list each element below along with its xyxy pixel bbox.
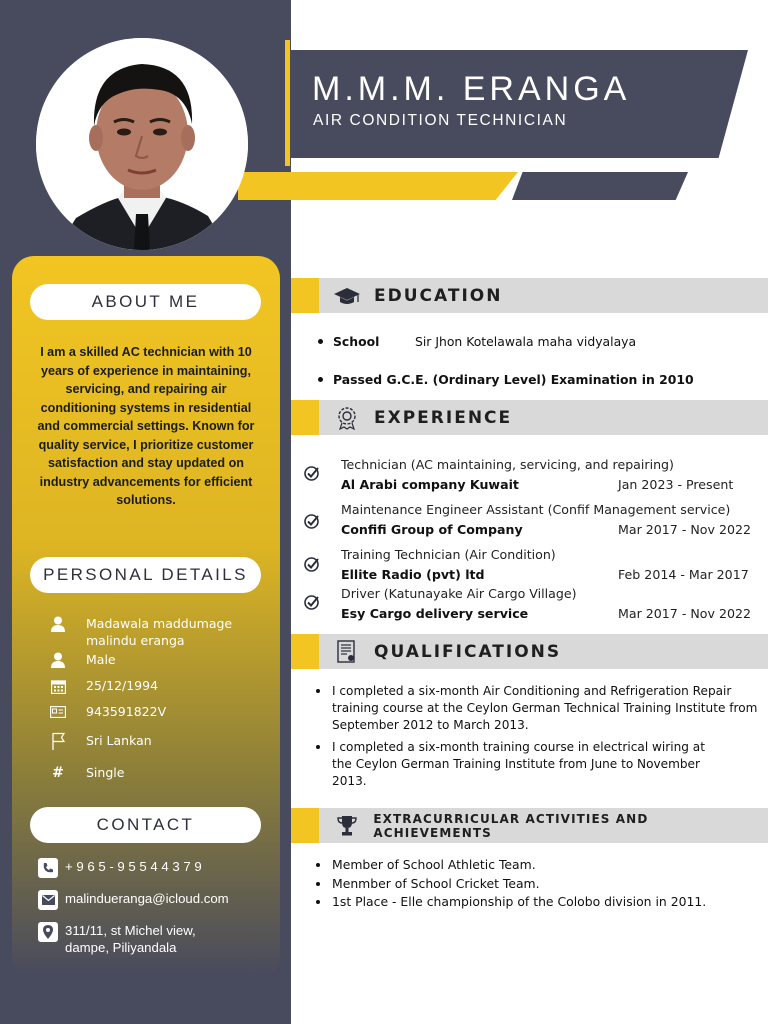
experience-company: Al Arabi company Kuwait (341, 477, 519, 492)
qualification-text: I completed a six-month training course in electrical wiring at the Ceylon German Training Institute from June to November 2013. (332, 740, 705, 788)
check-circle-icon (304, 513, 320, 529)
nationality-value: Sri Lankan (86, 733, 152, 748)
header-dark-bar (512, 172, 688, 200)
bullet (316, 689, 320, 693)
bullet (316, 863, 320, 867)
phone-value[interactable]: + 9 6 5 - 9 5 5 4 4 3 7 9 (65, 859, 202, 874)
experience-title: EXPERIENCE (374, 407, 513, 428)
nic-value: 943591822V (86, 704, 167, 719)
flag-icon (48, 733, 68, 749)
activity-text: Menmber of School Cricket Team. (332, 875, 540, 891)
graduation-cap-icon (331, 282, 363, 310)
personal-detail-nationality (48, 733, 268, 750)
bullet (316, 900, 320, 904)
contact-email (38, 890, 278, 910)
header-accent-line (285, 40, 290, 166)
header-accent-bar (238, 172, 518, 200)
personal-detail-nic (48, 704, 268, 721)
certificate-icon (331, 638, 363, 666)
location-pin-icon (38, 922, 58, 942)
experience-section-header (291, 400, 768, 435)
experience-dates: Mar 2017 - Nov 2022 (618, 606, 751, 621)
contact-address (38, 922, 278, 956)
contact-heading: CONTACT (30, 807, 261, 843)
experience-company: Confifi Group of Company (341, 522, 523, 537)
candidate-role: AIR CONDITION TECHNICIAN (313, 112, 568, 129)
trophy-icon (331, 812, 363, 840)
candidate-name: M.M.M. ERANGA (312, 70, 631, 108)
full-name-value: Madawala maddumage malindu eranga (86, 616, 233, 648)
personal-detail-gender (48, 652, 268, 669)
activity-text: 1st Place - Elle championship of the Colobo division in 2011. (332, 894, 707, 909)
profile-photo (36, 38, 248, 250)
list-item (316, 875, 756, 894)
education-exam (318, 372, 694, 387)
experience-role: Technician (AC maintaining, servicing, and repairing) (341, 457, 674, 472)
list-item (316, 739, 764, 790)
school-label: School (333, 334, 380, 349)
hash-icon: # (52, 765, 64, 781)
qualifications-list (316, 683, 764, 795)
id-card-icon (48, 704, 68, 720)
experience-role: Training Technician (Air Condition) (341, 547, 556, 562)
birthdate-value: 25/12/1994 (86, 678, 159, 693)
experience-company: Ellite Radio (pvt) ltd (341, 567, 485, 582)
section-accent-tab (291, 278, 319, 313)
experience-dates: Jan 2023 - Present (618, 477, 734, 492)
education-school (318, 334, 636, 349)
experience-dates: Mar 2017 - Nov 2022 (618, 522, 751, 537)
address-value: 311/11, st Michel view, dampe, Piliyandala (65, 923, 196, 955)
education-title: EDUCATION (374, 285, 503, 306)
extracurricular-section-header (291, 808, 768, 843)
email-icon (38, 890, 58, 910)
extracurricular-title: EXTRACURRICULAR ACTIVITIES AND ACHIEVEMENTS (373, 811, 649, 840)
exam-text: Passed G.C.E. (Ordinary Level) Examination in 2010 (333, 372, 694, 387)
activity-text: Member of School Athletic Team. (332, 857, 536, 872)
list-item (316, 856, 756, 875)
phone-icon (38, 858, 58, 878)
check-circle-icon (304, 594, 320, 610)
marital-status-value: Single (86, 765, 125, 780)
bullet (318, 377, 323, 382)
section-accent-tab (291, 808, 319, 843)
bullet (316, 745, 320, 749)
section-accent-tab (291, 634, 319, 669)
bullet (318, 339, 323, 344)
bullet (316, 882, 320, 886)
qualifications-title: QUALIFICATIONS (374, 641, 562, 662)
calendar-icon (48, 678, 68, 694)
qualification-text: I completed a six-month Air Conditioning and Refrigeration Repair training course at the Ceylon German Technical Training Institute from September 2012 to March 2013. (332, 684, 758, 732)
gender-value: Male (86, 652, 116, 667)
personal-details-heading: PERSONAL DETAILS (30, 557, 261, 593)
gear-badge-icon (331, 404, 363, 432)
user-icon (48, 616, 68, 632)
list-item (316, 893, 756, 912)
education-section-header (291, 278, 768, 313)
personal-detail-marital-status (48, 765, 268, 782)
about-me-text: I am a skilled AC technician with 10 years of experience in maintaining, servicing, and repairing air conditioning systems in residential and commercial settings. Known for quality service, I prioritize customer satisfaction and stay updated on industry advancements for efficient solutions. (37, 345, 255, 507)
personal-detail-birthdate (48, 678, 268, 695)
experience-dates: Feb 2014 - Mar 2017 (618, 567, 749, 582)
about-me-heading: ABOUT ME (30, 284, 261, 320)
list-item (316, 683, 764, 734)
contact-phone (38, 858, 278, 878)
school-name: Sir Jhon Kotelawala maha vidyalaya (415, 334, 637, 349)
qualifications-section-header (291, 634, 768, 669)
check-circle-icon (304, 556, 320, 572)
extracurricular-list (316, 856, 756, 912)
experience-company: Esy Cargo delivery service (341, 606, 529, 621)
user-icon (48, 652, 68, 668)
check-circle-icon (304, 465, 320, 481)
experience-role: Driver (Katunayake Air Cargo Village) (341, 586, 577, 601)
personal-detail-full-name (48, 616, 268, 649)
section-accent-tab (291, 400, 319, 435)
email-value[interactable]: malindueranga@icloud.com (65, 891, 229, 906)
experience-role: Maintenance Engineer Assistant (Confif Management service) (341, 502, 731, 517)
